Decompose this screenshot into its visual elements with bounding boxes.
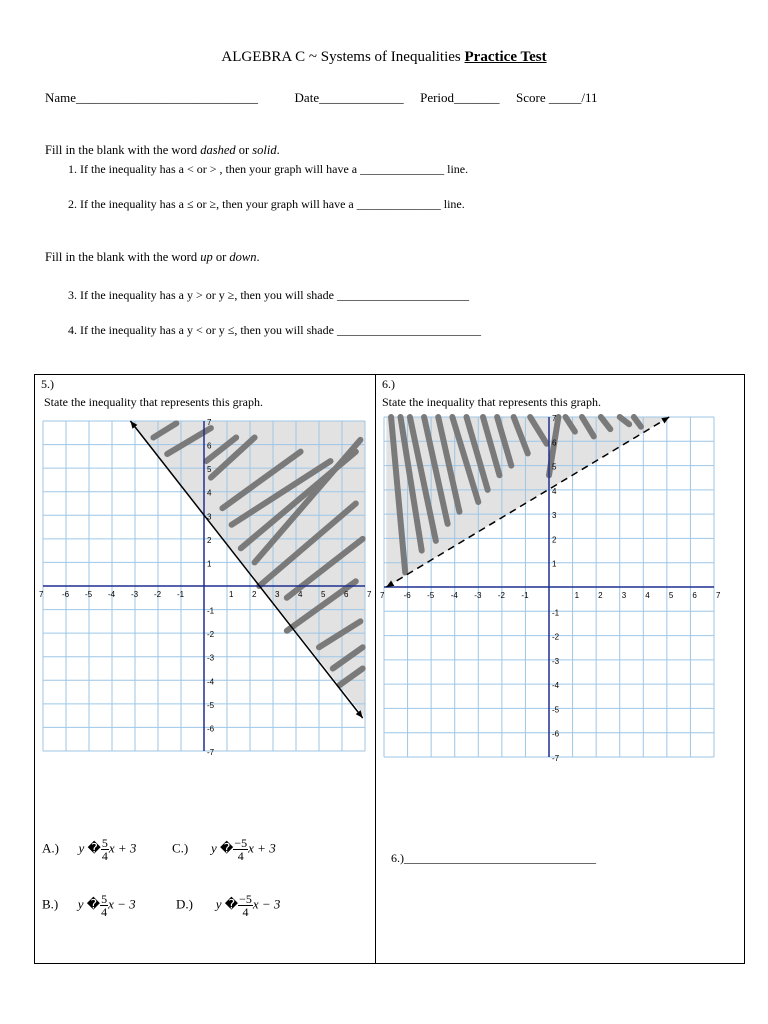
y-tick-label: 4 <box>207 488 212 498</box>
y-tick-label: 1 <box>552 559 557 569</box>
y-tick-label: 3 <box>552 511 557 521</box>
choice-a[interactable]: A.) y � $\frac{5}{4}$ x + 3 <box>42 836 137 863</box>
x-tick-label: -4 <box>450 591 458 600</box>
y-tick-label: 3 <box>207 512 212 522</box>
y-tick-label: 6 <box>552 438 557 448</box>
y-tick-label: 6 <box>207 441 212 451</box>
x-tick-label: -3 <box>474 591 482 600</box>
x-tick-label: -2 <box>154 590 162 599</box>
y-tick-label: -4 <box>207 677 215 687</box>
problem5-number: 5.) <box>41 377 54 391</box>
question-2: 2. If the inequality has a ≤ or ≥, then your graph will have a ______________ line. <box>68 197 465 211</box>
x-tick-label: 2 <box>252 590 257 599</box>
choice-c[interactable]: C.) y � $\frac{-5}{4}$ x + 3 <box>172 836 276 863</box>
period-field[interactable]: Period_______ <box>420 90 500 105</box>
x-tick-label: 5 <box>668 591 674 600</box>
y-tick-label: -1 <box>207 606 215 616</box>
y-tick-label: 5 <box>207 465 212 475</box>
x-tick-label: 4 <box>298 590 303 599</box>
x-tick-label: -5 <box>427 591 435 600</box>
y-tick-label: -3 <box>552 656 560 666</box>
x-tick-label: -6 <box>62 590 70 599</box>
x-tick-label: -5 <box>85 590 93 599</box>
x-tick-label: 1 <box>574 591 580 600</box>
date-field[interactable]: Date_____________ <box>294 90 404 105</box>
section2-instructions: Fill in the blank with the word up or down. <box>45 250 260 264</box>
y-tick-label: -7 <box>207 748 215 757</box>
x-tick-label: 4 <box>645 591 650 600</box>
x-tick-label: 6 <box>692 591 697 600</box>
x-tick-label: 7 <box>380 591 385 600</box>
x-tick-label: 3 <box>621 591 627 600</box>
y-tick-label: 2 <box>552 535 557 545</box>
y-tick-label: -2 <box>207 630 215 640</box>
y-tick-label: -3 <box>207 653 215 663</box>
x-tick-label: 2 <box>598 591 603 600</box>
choice-d[interactable]: D.) y � $\frac{-5}{4}$ x − 3 <box>176 892 281 919</box>
problem6-number: 6.) <box>382 377 395 391</box>
y-tick-label: -4 <box>552 681 560 691</box>
x-tick-label: 3 <box>275 590 280 599</box>
name-field[interactable]: Name____________________________ <box>45 90 259 105</box>
choice-b[interactable]: B.) y � $\frac{5}{4}$ x − 3 <box>42 892 136 919</box>
x-tick-label: 7 <box>367 590 372 599</box>
question-3: 3. If the inequality has a y > or y ≥, then you will shade ______________________ <box>68 288 469 302</box>
y-tick-label: -2 <box>552 632 560 642</box>
graph-problem-6 <box>380 414 721 763</box>
x-tick-label: 6 <box>344 590 349 599</box>
x-tick-label: 7 <box>39 590 44 599</box>
y-tick-label: 7 <box>552 414 557 423</box>
x-tick-label: -4 <box>108 590 116 599</box>
x-tick-label: 5 <box>321 590 326 599</box>
question-4: 4. If the inequality has a y < or y ≤, then you will shade ________________________ <box>68 323 481 337</box>
y-tick-label: 5 <box>552 462 557 472</box>
y-tick-label: 2 <box>207 535 212 545</box>
question-1: 1. If the inequality has a < or > , then your graph will have a ______________ line. <box>68 162 469 176</box>
x-tick-label: -1 <box>521 591 529 600</box>
y-tick-label: -1 <box>552 608 560 618</box>
y-tick-label: 7 <box>207 418 212 427</box>
page-title: ALGEBRA C ~ Systems of Inequalities Practice Test <box>221 49 547 65</box>
x-tick-label: 1 <box>229 590 234 599</box>
y-tick-label: -6 <box>207 724 215 734</box>
score-field: Score _____/11 <box>516 90 598 105</box>
x-tick-label: -1 <box>177 590 185 599</box>
y-tick-label: 4 <box>552 486 557 496</box>
y-tick-label: -6 <box>552 729 560 739</box>
problem5-prompt: State the inequality that represents this graph. <box>44 395 263 409</box>
y-tick-label: -5 <box>552 705 560 715</box>
problem6-prompt: State the inequality that represents this graph. <box>382 395 601 409</box>
section1-instructions: Fill in the blank with the word dashed or solid. <box>45 143 280 157</box>
y-tick-label: 1 <box>207 559 212 569</box>
x-tick-label: 7 <box>716 591 721 600</box>
problem6-answer-line[interactable]: 6.)________________________________ <box>391 851 596 865</box>
y-tick-label: -5 <box>207 700 215 710</box>
x-tick-label: -2 <box>497 591 505 600</box>
x-tick-label: -3 <box>131 590 139 599</box>
y-tick-label: -7 <box>552 754 560 763</box>
x-tick-label: -6 <box>403 591 411 600</box>
graph-problem-5 <box>39 418 372 757</box>
